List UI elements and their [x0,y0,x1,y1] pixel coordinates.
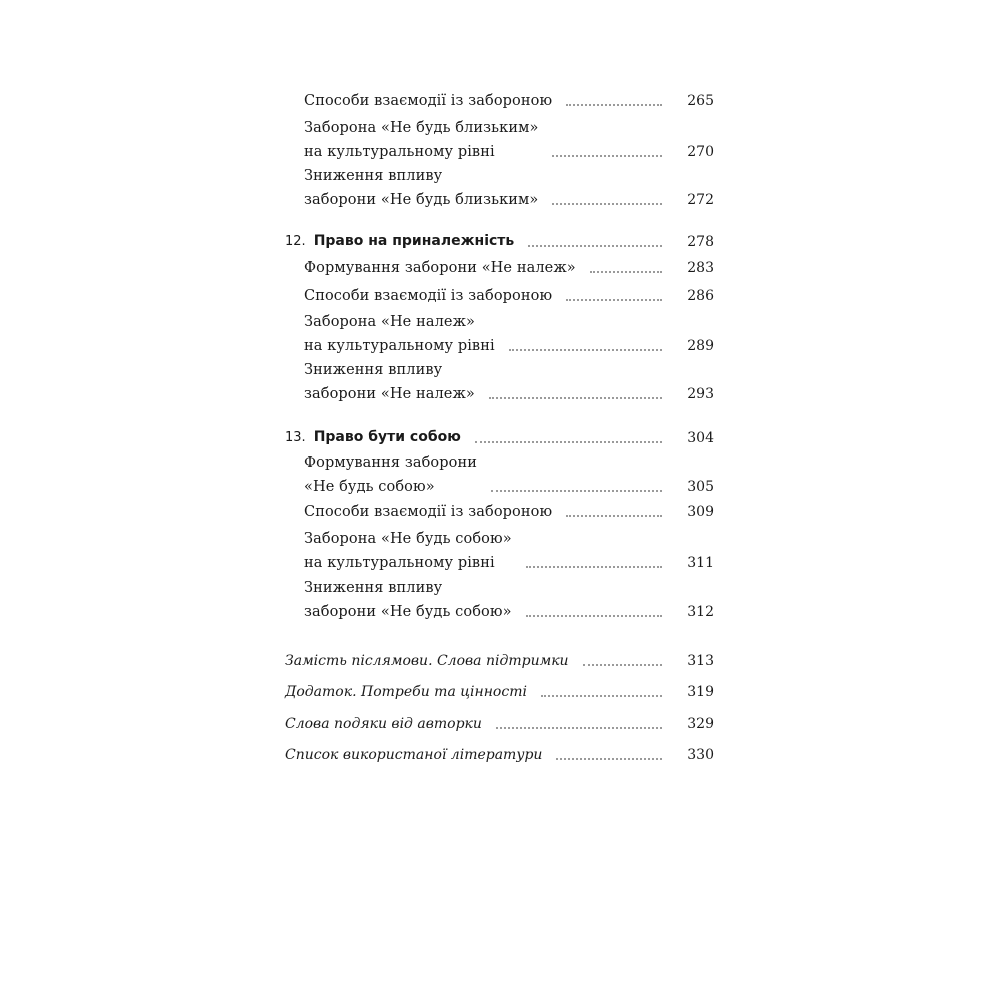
toc-entry[interactable] [304,116,714,164]
toc-entry-title: Заборона «Не належ» [304,314,475,330]
toc-entry[interactable] [304,89,714,113]
toc-entry-title: Заборона «Не будь близьким» [304,120,539,136]
toc-entry[interactable] [304,310,714,358]
toc-entry-title: Список використаної літератури [285,747,543,763]
toc-entry-title: Додаток. Потреби та цінності [285,684,527,700]
toc-entry-title: на культуральному рівні [304,144,495,160]
toc-entry[interactable] [304,358,714,406]
toc-entry-title: заборони «Не будь близьким» [304,192,539,208]
toc-back-matter[interactable] [285,649,714,673]
toc-entry[interactable] [304,256,714,280]
toc-entry-title: Формування заборони «Не належ» [304,260,576,276]
toc-entry-title: Замість післямови. Слова підтримки [285,653,569,669]
page-number: 286 [687,288,714,304]
chapter-title: Право бути собою [313,429,461,445]
toc-entry-title: Зниження впливу [304,580,443,596]
page-number: 319 [687,684,714,700]
dot-leader [566,515,662,517]
dot-leader [590,271,662,273]
dot-leader [583,664,662,666]
dot-leader [526,566,662,568]
toc-entry[interactable] [304,500,714,524]
toc-back-matter[interactable] [285,743,714,767]
toc-back-matter[interactable] [285,680,714,704]
toc-entry-title: Слова подяки від авторки [285,716,482,732]
page-number: 313 [687,653,714,669]
dot-leader [541,695,662,697]
dot-leader [552,155,662,157]
dot-leader [566,104,662,106]
toc-entry[interactable] [304,576,714,624]
page-number: 278 [687,234,714,250]
page-number: 311 [687,555,714,571]
chapter-number: 13. [285,430,306,445]
toc-entry[interactable] [304,451,714,499]
dot-leader [496,727,662,729]
toc-entry-title: Способи взаємодії із забороною [304,288,553,304]
toc-entry-title: на культуральному рівні [304,338,495,354]
dot-leader [509,349,662,351]
toc-chapter-13[interactable] [285,425,714,450]
page-number: 265 [687,93,714,109]
dot-leader [566,299,662,301]
chapter-number: 12. [285,234,306,249]
toc-entry-title: Формування заборони [304,455,478,471]
dot-leader [528,245,662,247]
page-number: 329 [687,716,714,732]
page-number: 270 [687,144,714,160]
toc-entry-title: «Не будь собою» [304,479,435,495]
toc-chapter-12[interactable] [285,229,714,254]
dot-leader [526,615,662,617]
page-number: 309 [687,504,714,520]
toc-entry[interactable] [304,164,714,212]
page-number: 330 [687,747,714,763]
toc-entry-title: заборони «Не будь собою» [304,604,512,620]
dot-leader [556,758,662,760]
page-number: 293 [687,386,714,402]
toc-entry-title: Заборона «Не будь собою» [304,531,512,547]
toc-entry-title: Зниження впливу [304,168,443,184]
toc-entry-title: заборони «Не належ» [304,386,475,402]
dot-leader [475,441,662,443]
page-number: 283 [687,260,714,276]
page-number: 305 [687,479,714,495]
toc-entry-title: Способи взаємодії із забороною [304,504,553,520]
toc-entry-title: Способи взаємодії із забороною [304,93,553,109]
dot-leader [552,203,662,205]
chapter-title: Право на приналежність [313,233,515,249]
toc-entry-title: Зниження впливу [304,362,443,378]
page-number: 272 [687,192,714,208]
dot-leader [491,490,662,492]
toc-entry[interactable] [304,527,714,575]
page-number: 312 [687,604,714,620]
page-number: 304 [687,430,714,446]
toc-entry[interactable] [304,284,714,308]
dot-leader [489,397,662,399]
toc-back-matter[interactable] [285,712,714,736]
page-number: 289 [687,338,714,354]
toc-entry-title: на культуральному рівні [304,555,495,571]
